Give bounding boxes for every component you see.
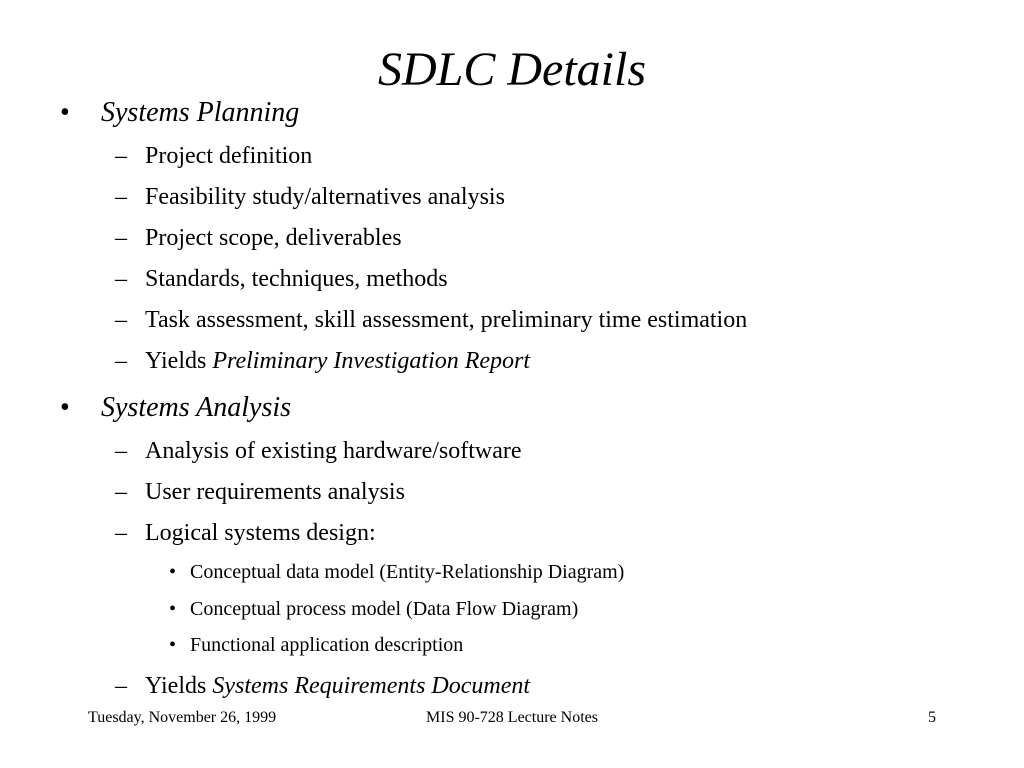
dash-marker: – xyxy=(115,143,127,169)
dash-marker: – xyxy=(115,479,127,505)
bullet-marker: • xyxy=(169,634,177,656)
list-item-text: Project definition xyxy=(145,143,313,169)
bullet-marker: • xyxy=(169,598,177,620)
yields-prefix: Yields xyxy=(145,673,213,699)
list-item-text: Feasibility study/alternatives analysis xyxy=(145,184,505,210)
dash-marker: – xyxy=(115,438,127,464)
dash-marker: – xyxy=(115,673,127,699)
document-title: Systems Requirements Document xyxy=(212,673,531,699)
list-item-text: User requirements analysis xyxy=(145,479,405,505)
yields-prefix: Yields xyxy=(145,348,213,374)
list-item-text: Task assessment, skill assessment, preliminary time estimation xyxy=(145,307,748,333)
section-heading-label: Systems Analysis xyxy=(101,392,292,423)
bullet-marker: • xyxy=(60,97,70,128)
dash-marker: – xyxy=(115,266,127,292)
list-item-text: Analysis of existing hardware/software xyxy=(145,438,522,464)
slide-title: SDLC Details xyxy=(377,43,647,96)
list-item-text: Logical systems design: xyxy=(145,520,376,546)
report-title: Preliminary Investigation Report xyxy=(212,348,531,374)
list-item-text: Standards, techniques, methods xyxy=(145,266,448,292)
sub-list-item-text: Conceptual process model (Data Flow Diagram) xyxy=(190,598,579,620)
sub-list-item-text: Functional application description xyxy=(190,634,464,656)
section-heading-label: Systems Planning xyxy=(101,97,300,128)
bullet-marker: • xyxy=(60,392,70,423)
dash-marker: – xyxy=(115,225,127,251)
dash-marker: – xyxy=(115,520,127,546)
sub-list-item-text: Conceptual data model (Entity-Relationship Diagram) xyxy=(190,561,625,583)
bullet-marker: • xyxy=(169,561,177,583)
list-item-text xyxy=(145,345,530,377)
dash-marker: – xyxy=(115,307,127,333)
dash-marker: – xyxy=(115,348,127,374)
slide-number: 5 xyxy=(928,709,936,726)
footer-date: Tuesday, November 26, 1999 xyxy=(88,709,277,726)
list-item-text: Project scope, deliverables xyxy=(145,225,402,251)
dash-marker: – xyxy=(115,184,127,210)
list-item-text xyxy=(145,670,530,702)
footer-course-title: MIS 90-728 Lecture Notes xyxy=(426,709,598,726)
